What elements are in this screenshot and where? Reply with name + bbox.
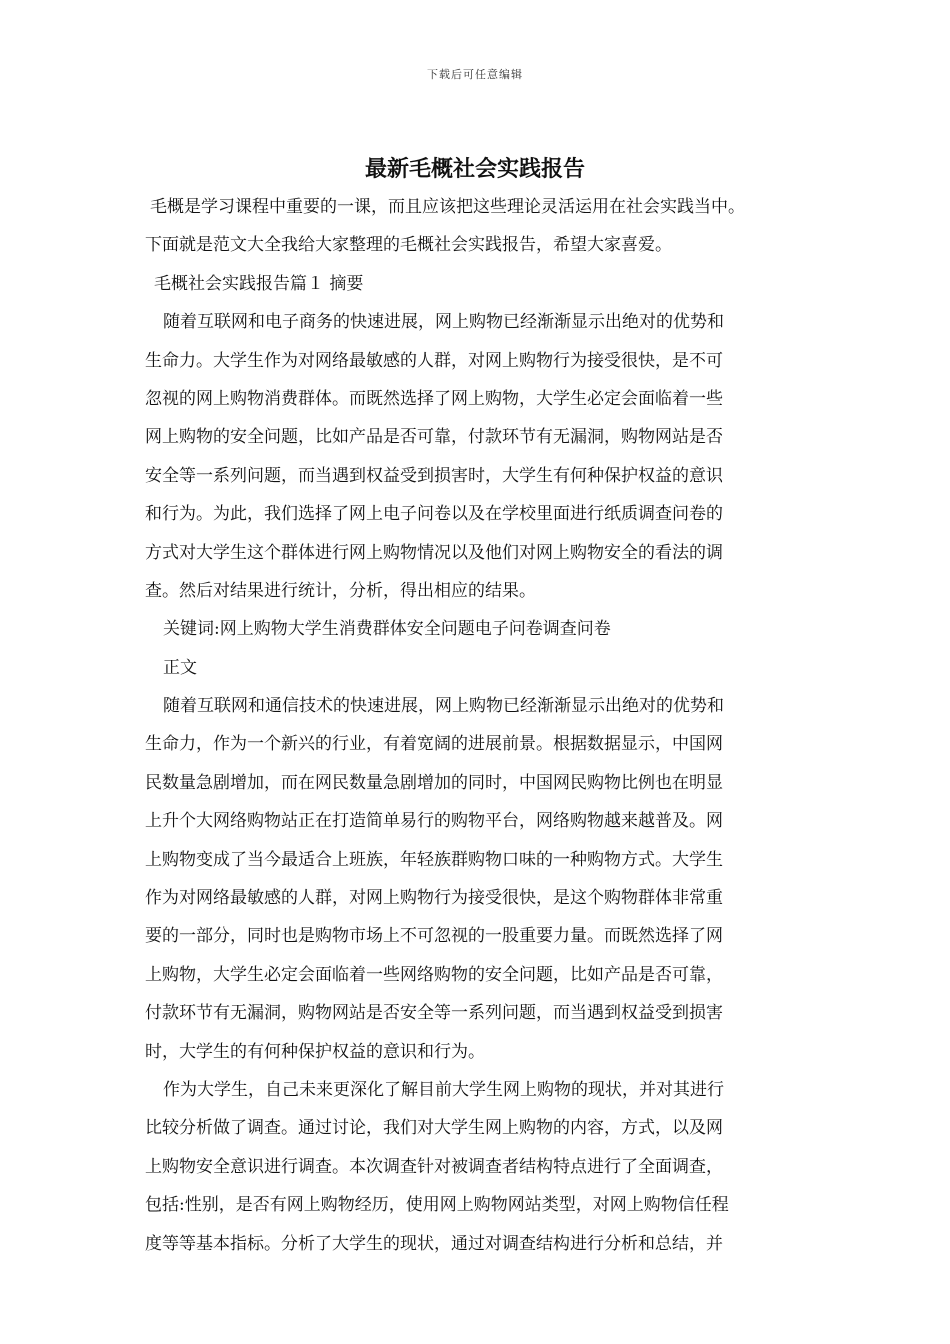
section-heading: 毛概社会实践报告篇１ 摘要 (154, 273, 364, 294)
body-paragraph-line: 上购物，大学生必定会面临着一些网络购物的安全问题，比如产品是否可靠， (145, 964, 723, 985)
body-paragraph-line: 付款环节有无漏洞，购物网站是否安全等一系列问题，而当遇到权益受到损害 (145, 1003, 723, 1024)
body-paragraph-line: 包括:性别，是否有网上购物经历，使用网上购物网站类型，对网上购物信任程 (145, 1195, 729, 1216)
document-body (0, 197, 950, 1272)
intro-line: 下面就是范文大全我给大家整理的毛概社会实践报告，希望大家喜爱。 (145, 235, 672, 256)
body-paragraph-line: 作为大学生，自己未来更深化了解目前大学生网上购物的现状，并对其进行 (163, 1079, 724, 1100)
page-header-note: 下载后可任意编辑 (427, 68, 523, 81)
body-paragraph-line: 时，大学生的有何种保护权益的意识和行为。 (145, 1041, 485, 1062)
body-paragraph-line: 随着互联网和通信技术的快速进展，网上购物已经渐渐显示出绝对的优势和 (163, 696, 724, 717)
abstract-line: 忽视的网上购物消费群体。而既然选择了网上购物，大学生必定会面临着一些 (145, 388, 723, 409)
body-paragraph-line: 上升个大网络购物站正在打造简单易行的购物平台，网络购物越来越普及。网 (145, 811, 723, 832)
body-paragraph-line: 度等等基本指标。分析了大学生的现状，通过对调查结构进行分析和总结，并 (145, 1233, 723, 1254)
body-paragraph-line: 要的一部分，同时也是购物市场上不可忽视的一股重要力量。而既然选择了网 (145, 926, 723, 947)
abstract-line: 和行为。为此，我们选择了网上电子问卷以及在学校里面进行纸质调查问卷的 (145, 504, 723, 525)
body-paragraph-line: 民数量急剧增加，而在网民数量急剧增加的同时，中国网民购物比例也在明显 (145, 772, 723, 793)
document-title: 最新毛概社会实践报告 (364, 156, 585, 182)
abstract-line: 生命力。大学生作为对网络最敏感的人群，对网上购物行为接受很快，是不可 (145, 350, 723, 371)
abstract-line: 查。然后对结果进行统计，分析，得出相应的结果。 (145, 580, 536, 601)
body-paragraph-line: 生命力，作为一个新兴的行业，有着宽阔的进展前景。根据数据显示，中国网 (145, 734, 723, 755)
body-paragraph-line: 比较分析做了调查。通过讨论，我们对大学生网上购物的内容，方式，以及网 (145, 1118, 723, 1139)
abstract-line: 随着互联网和电子商务的快速进展，网上购物已经渐渐显示出绝对的优势和 (163, 312, 724, 333)
intro-line: 毛概是学习课程中重要的一课，而且应该把这些理论灵活运用在社会实践当中。 (150, 197, 745, 217)
abstract-line: 方式对大学生这个群体进行网上购物情况以及他们对网上购物安全的看法的调 (145, 542, 723, 563)
abstract-line: 安全等一系列问题，而当遇到权益受到损害时，大学生有何种保护权益的意识 (145, 465, 723, 486)
abstract-line: 网上购物的安全问题，比如产品是否可靠，付款环节有无漏洞，购物网站是否 (145, 427, 723, 448)
body-paragraph-line: 上购物安全意识进行调查。本次调查针对被调查者结构特点进行了全面调查， (145, 1156, 723, 1177)
body-paragraph-line: 作为对网络最敏感的人群，对网上购物行为接受很快，是这个购物群体非常重 (145, 888, 723, 909)
keywords-line: 关键词:网上购物大学生消费群体安全问题电子问卷调查问卷 (163, 619, 611, 640)
body-heading: 正文 (163, 657, 197, 678)
body-paragraph-line: 上购物变成了当今最适合上班族，年轻族群购物口味的一种购物方式。大学生 (145, 849, 723, 870)
